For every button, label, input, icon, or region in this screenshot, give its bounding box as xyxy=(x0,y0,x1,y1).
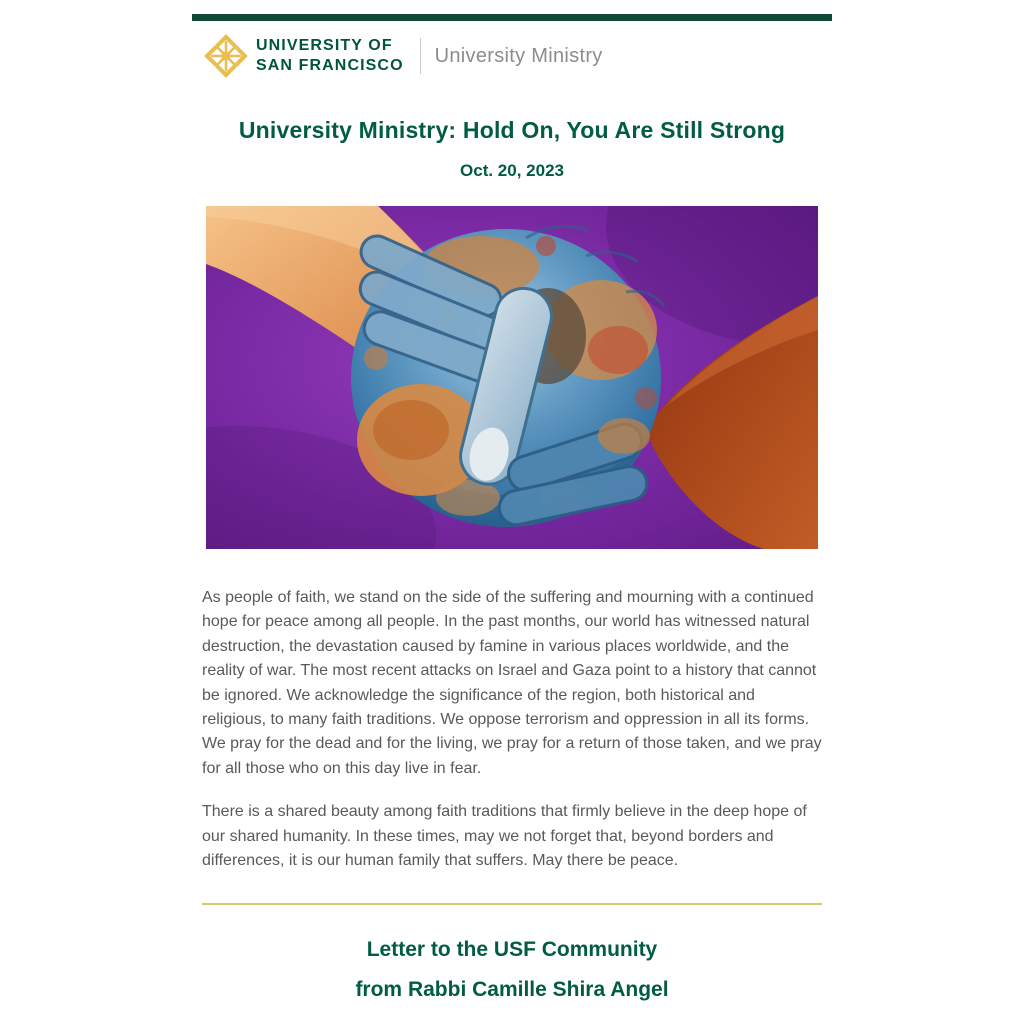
masthead xyxy=(192,21,832,88)
article-title: University Ministry: Hold On, You Are Still Strong xyxy=(238,117,786,143)
content-column xyxy=(192,14,832,1024)
usf-wordmark-line1: UNIVERSITY OF xyxy=(256,37,393,54)
usf-logo-link[interactable] xyxy=(204,34,404,78)
masthead-divider xyxy=(420,38,421,74)
paragraph-2: There is a shared beauty among faith traditions that firmly believe in the deep hope of our shared humanity. In these times, may we not forget that, beyond borders and differences, it is our human family that suffers. May there be peace. xyxy=(202,803,807,870)
top-accent-bar xyxy=(192,14,832,21)
article-date: Oct. 20, 2023 xyxy=(460,161,564,180)
section-heading-line1: Letter to the USF Community xyxy=(366,938,658,962)
department-name: University Ministry xyxy=(434,44,603,67)
usf-cross-emblem-icon xyxy=(204,34,248,78)
usf-wordmark-line2: SAN FRANCISCO xyxy=(256,57,404,74)
usf-wordmark xyxy=(256,36,404,76)
article-body xyxy=(192,586,832,873)
gold-divider-top xyxy=(202,903,822,905)
section-heading xyxy=(192,930,832,1010)
paragraph-1: As people of faith, we stand on the side of the suffering and mourning with a continued hope for peace among all people. In the past months, our world has witnessed natural destruction, the devastation caused by famine in various places worldwide, and the reality of war. The most recent attacks on Israel and Gaza point to a history that cannot be ignored. We acknowledge the significance of the region, both historical and religious, to many faith traditions. We oppose terrorism and oppression in all its forms. We pray for the dead and for the living, we pray for a return of those taken, and we pray for all those who on this day live in fear. xyxy=(202,589,822,777)
hero-image-clasped-hands-earth xyxy=(206,206,818,549)
section-heading-line2: from Rabbi Camille Shira Angel xyxy=(355,978,669,1002)
